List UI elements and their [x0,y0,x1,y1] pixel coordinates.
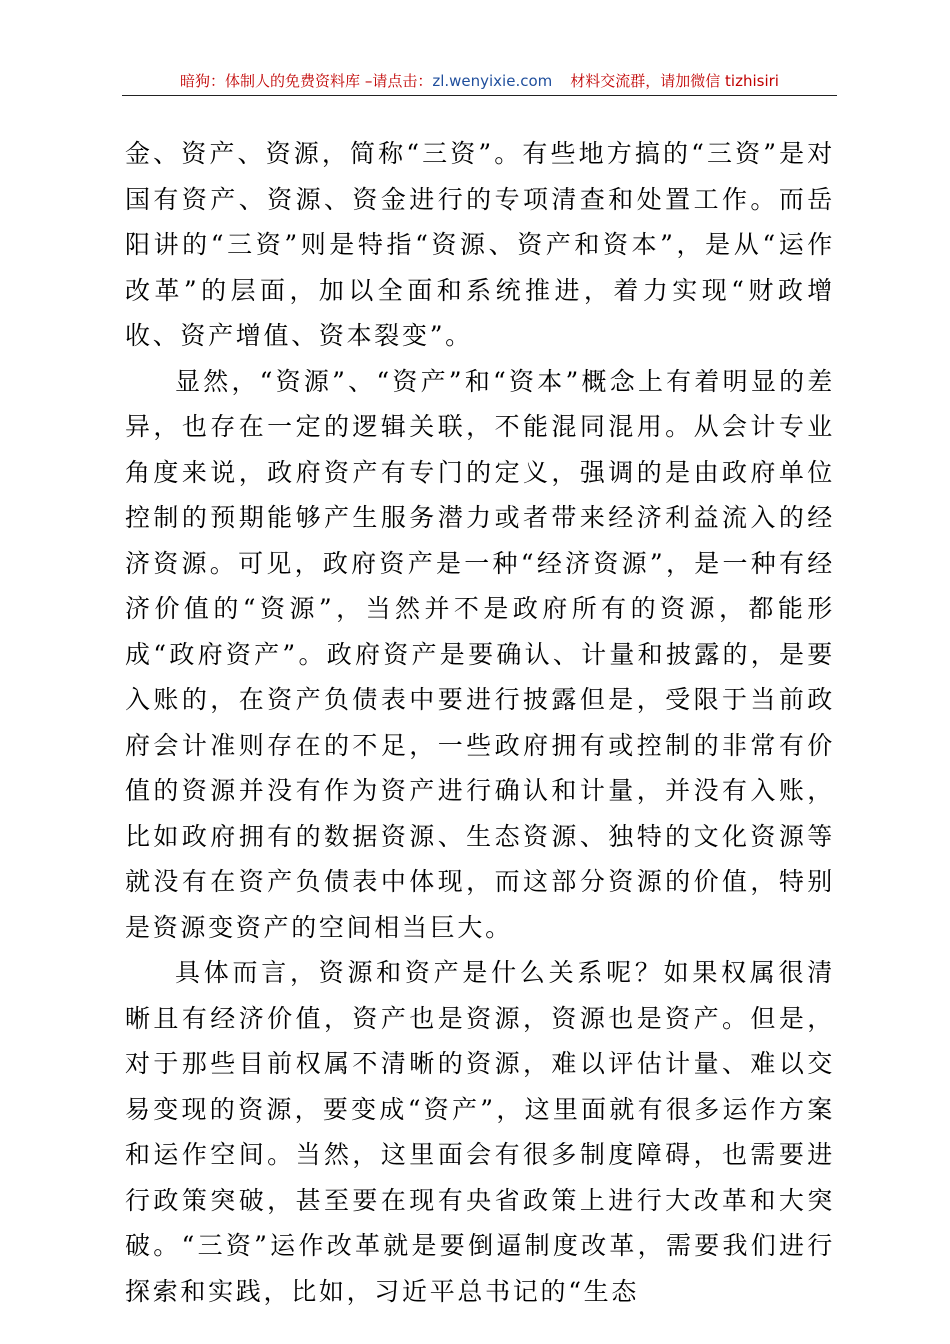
header-brand: 暗狗：体制人的免费资料库 [180,72,361,90]
document-body [125,131,835,1314]
paragraph: 具体而言，资源和资产是什么关系呢？如果权属很清晰且有经济价值，资产也是资源，资源也是资产。但是，对于那些目前权属不清晰的资源，难以评估计量、难以交易变现的资源，要变成“资产”，这里面就有很多运作方案和运作空间。当然，这里面会有很多制度障碍，也需要进行政策突破，甚至要在现有央省政策上进行大改革和大突破。“三资”运作改革就是要倒逼制度改革，需要我们进行探索和实践，比如，习近平总书记的“生态 [125,958,835,1306]
page-header [122,66,837,96]
paragraph: 显然，“资源”、“资产”和“资本”概念上有着明显的差异，也存在一定的逻辑关联，不能混同混用。从会计专业角度来说，政府资产有专门的定义，强调的是由政府单位控制的预期能够产生服务潜力或者带来经济利益流入的经济资源。可见，政府资产是一种“经济资源”，是一种有经济价值的“资源”，当然并不是政府所有的资源，都能形成“政府资产”。政府资产是要确认、计量和披露的，是要入账的，在资产负债表中要进行披露但是，受限于当前政府会计准则存在的不足，一些政府拥有或控制的非常有价值的资源并没有作为资产进行确认和计量，并没有入账，比如政府拥有的数据资源、生态资源、独特的文化资源等就没有在资产负债表中体现，而这部分资源的价值，特别是资源变资产的空间相当巨大。 [125,366,835,942]
paragraph-continued: 金、资产、资源，简称“三资”。有些地方搞的“三资”是对国有资产、资源、资金进行的专项清查和处置工作。而岳阳讲的“三资”则是特指“资源、资产和资本”，是从“运作改革”的层面，加以全面和系统推进，着力实现“财政增收、资产增值、资本裂变”。 [125,139,835,350]
header-click-prompt: –请点击： [360,72,433,90]
header-url-link[interactable]: zl.wenyixie.com [432,72,553,90]
header-wechat-note: 材料交流群，请加微信 tizhisiri [570,72,779,90]
header-divider [122,95,837,96]
